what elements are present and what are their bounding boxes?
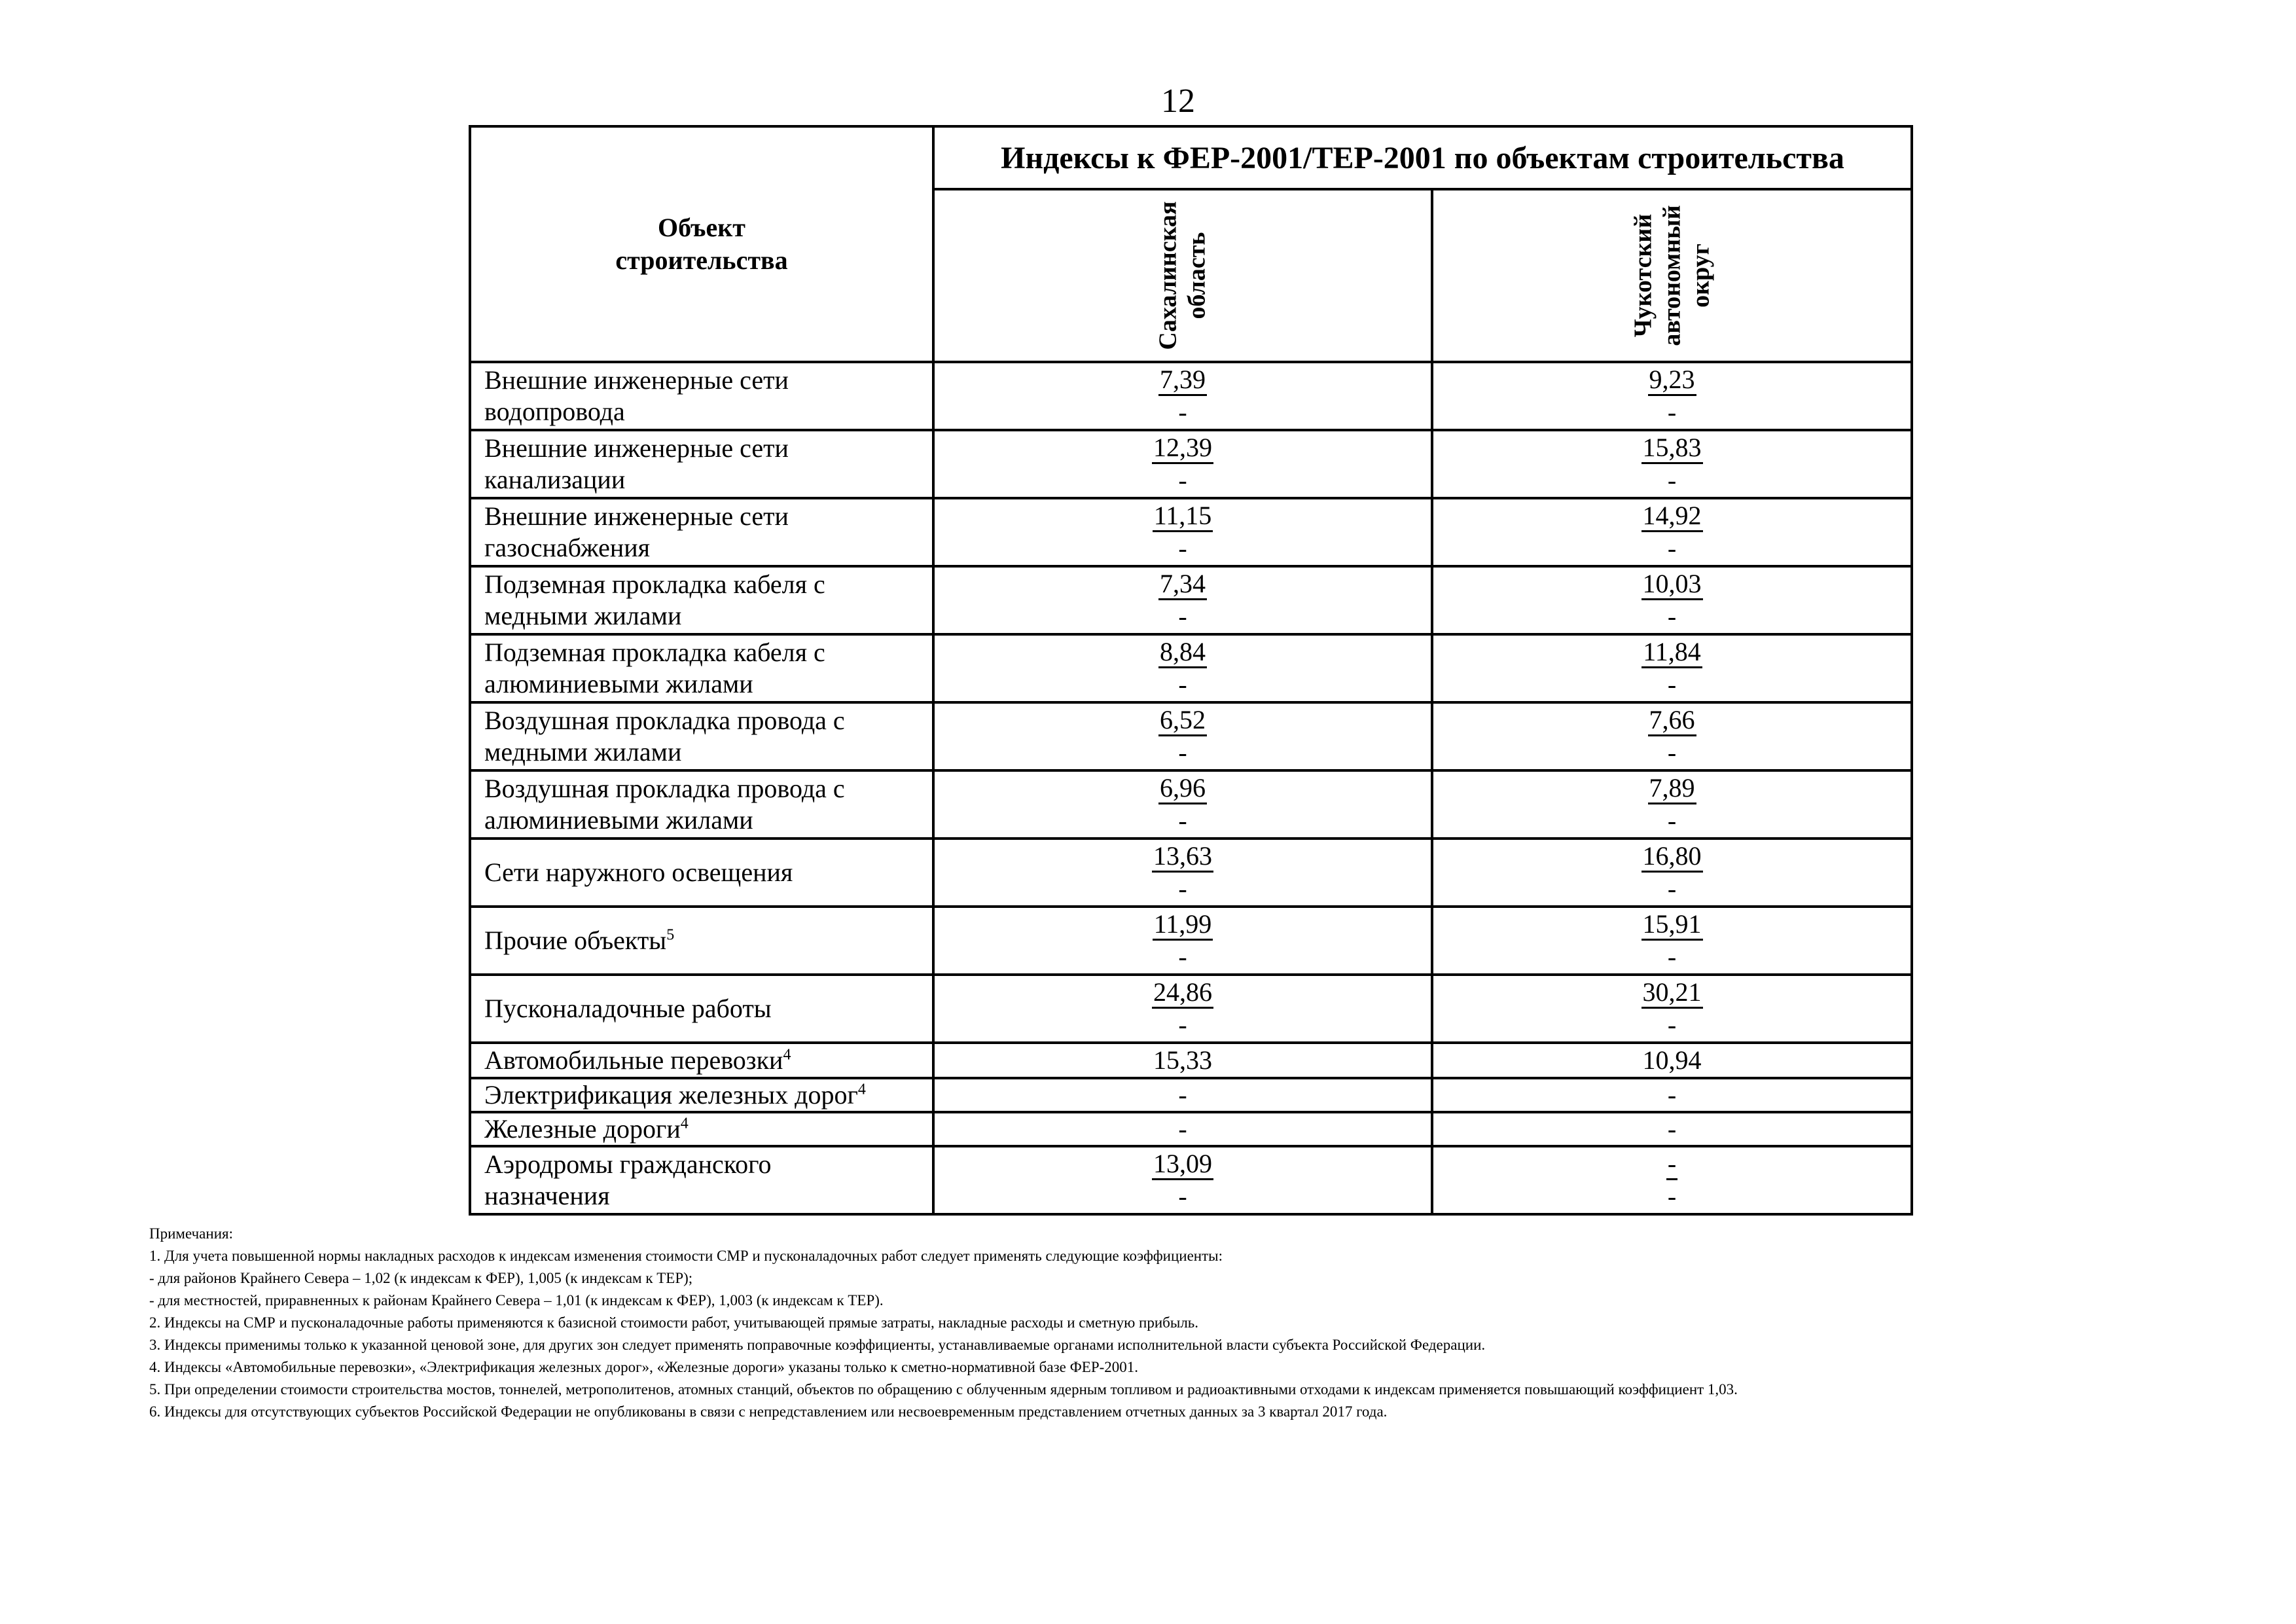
table-row <box>470 634 1912 702</box>
table-row <box>470 975 1912 1043</box>
value-sakhalin: 8,84 - <box>933 634 1432 702</box>
value-chukotka: 30,21 - <box>1432 975 1912 1043</box>
table-body <box>470 362 1912 1214</box>
table-row <box>470 907 1912 975</box>
indices-group-header: Индексы к ФЕР-2001/ТЕР-2001 по объектам строительства <box>933 126 1912 189</box>
object-name-cell: Прочие объекты$^5$ <box>470 907 933 975</box>
object-name-cell: Аэродромы гражданского назначения <box>470 1146 933 1214</box>
value-chukotka: 15,91 - <box>1432 907 1912 975</box>
object-name-cell: Внешние инженерные сети водопровода <box>470 362 933 430</box>
value-sakhalin: 24,86 - <box>933 975 1432 1043</box>
value-chukotka: 11,84 - <box>1432 634 1912 702</box>
table-row <box>470 1078 1912 1112</box>
table-row <box>470 430 1912 498</box>
object-column-header: Объект строительства <box>470 126 933 362</box>
value-sakhalin: 6,96 - <box>933 770 1432 839</box>
object-name-cell: Подземная прокладка кабеля с медными жилами <box>470 566 933 634</box>
table-row <box>470 362 1912 430</box>
table-row <box>470 1146 1912 1214</box>
notes-section <box>149 1223 2276 1423</box>
value-sakhalin: 6,52 - <box>933 702 1432 770</box>
value-sakhalin: 11,15 - <box>933 498 1432 566</box>
value-sakhalin: - <box>933 1112 1432 1146</box>
object-name-cell: Электрификация железных дорог$^4$ <box>470 1078 933 1112</box>
region-header-sakhalin: Сахалинская область <box>933 189 1432 362</box>
footnote-marker: 4 <box>857 1081 866 1098</box>
value-chukotka: 7,89 - <box>1432 770 1912 839</box>
table-row <box>470 498 1912 566</box>
object-name-cell: Внешние инженерные сети газоснабжения <box>470 498 933 566</box>
value-sakhalin: 7,34 - <box>933 566 1432 634</box>
note-line: 4. Индексы «Автомобильные перевозки», «Электрификация железных дорог», «Железные дороги» указаны только к сметно-нормативной базе ФЕР-2001. <box>149 1359 1139 1375</box>
table-row <box>470 1112 1912 1146</box>
value-chukotka: 10,03 - <box>1432 566 1912 634</box>
value-chukotka: - <box>1432 1078 1912 1112</box>
note-line: 1. Для учета повышенной нормы накладных расходов к индексам изменения стоимости СМР и пусконаладочных работ следует применять следующие коэффициенты: <box>149 1248 1223 1264</box>
value-chukotka: 16,80 - <box>1432 839 1912 907</box>
value-sakhalin: 12,39 - <box>933 430 1432 498</box>
value-chukotka: 15,83 - <box>1432 430 1912 498</box>
value-chukotka: - - <box>1432 1146 1912 1214</box>
value-chukotka: 14,92 - <box>1432 498 1912 566</box>
object-name-cell: Сети наружного освещения <box>470 839 933 907</box>
value-sakhalin: 11,99 - <box>933 907 1432 975</box>
value-chukotka: 7,66 - <box>1432 702 1912 770</box>
object-name-cell: Воздушная прокладка провода с медными жилами <box>470 702 933 770</box>
footnote-marker: 5 <box>666 926 675 944</box>
table-row <box>470 1043 1912 1078</box>
value-sakhalin: - <box>933 1078 1432 1112</box>
note-line: 3. Индексы применимы только к указанной ценовой зоне, для других зон следует применять поправочные коэффициенты, устанавливаемые органами исполнительной власти субъекта Российской Федерации. <box>149 1337 1486 1353</box>
value-sakhalin: 7,39 - <box>933 362 1432 430</box>
object-name-cell: Внешние инженерные сети канализации <box>470 430 933 498</box>
object-name-cell: Пусконаладочные работы <box>470 975 933 1043</box>
table-row <box>470 702 1912 770</box>
object-name-cell: Железные дороги$^4$ <box>470 1112 933 1146</box>
note-line: 2. Индексы на СМР и пусконаладочные работы применяются к базисной стоимости работ, учитывающей прямые затраты, накладные расходы и сметную прибыль. <box>149 1314 1199 1331</box>
object-name-cell: Автомобильные перевозки$^4$ <box>470 1043 933 1078</box>
value-chukotka: 9,23 - <box>1432 362 1912 430</box>
table-row <box>470 839 1912 907</box>
page-number: 12 <box>1161 82 1195 120</box>
value-sakhalin: 15,33 <box>933 1043 1432 1078</box>
object-name-cell: Подземная прокладка кабеля с алюминиевыми жилами <box>470 634 933 702</box>
table-row <box>470 566 1912 634</box>
value-sakhalin: 13,09 - <box>933 1146 1432 1214</box>
object-name-cell: Воздушная прокладка провода с алюминиевыми жилами <box>470 770 933 839</box>
note-line: 6. Индексы для отсутствующих субъектов Российской Федерации не опубликованы в связи с непредставлением или несвоевременным представлением отчетных данных за 3 квартал 2017 года. <box>149 1403 1388 1420</box>
footnote-marker: 4 <box>680 1115 689 1132</box>
note-line: 5. При определении стоимости строительства мостов, тоннелей, метрополитенов, атомных станций, объектов по обращению с облученным ядерным топливом и радиоактивными отходами к индексам применяется повышающий коэффициент 1,03. <box>149 1381 1738 1398</box>
table-row <box>470 770 1912 839</box>
note-line: - для районов Крайнего Севера – 1,02 (к индексам к ФЕР), 1,005 (к индексам к ТЕР); <box>149 1270 693 1286</box>
notes-title: Примечания: <box>149 1225 233 1242</box>
value-chukotka: - <box>1432 1112 1912 1146</box>
region-header-chukotka: Чукотский автономный округ <box>1432 189 1912 362</box>
indices-table <box>469 125 1913 1216</box>
value-sakhalin: 13,63 - <box>933 839 1432 907</box>
note-line: - для местностей, приравненных к районам Крайнего Севера – 1,01 (к индексам к ФЕР), 1,003 (к индексам к ТЕР). <box>149 1292 884 1308</box>
value-chukotka: 10,94 <box>1432 1043 1912 1078</box>
footnote-marker: 4 <box>783 1046 791 1064</box>
